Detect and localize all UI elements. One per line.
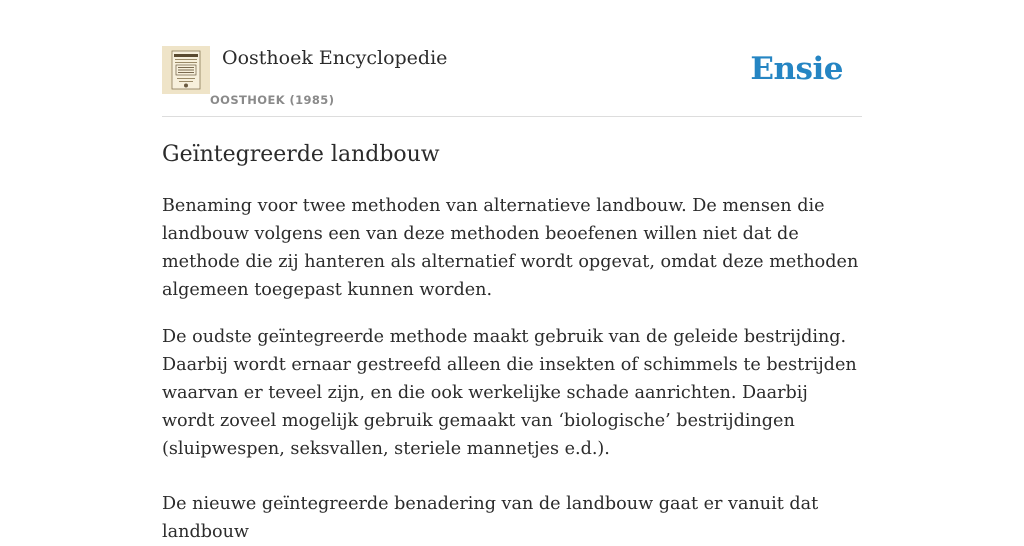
article-title: Geïntegreerde landbouw <box>162 142 440 167</box>
source-subtitle: OOSTHOEK (1985) <box>210 93 335 107</box>
article-paragraph: De nieuwe geïntegreerde benadering van de landbouw gaat er vanuit dat landbouw <box>162 494 819 542</box>
book-cover-icon[interactable] <box>162 46 210 94</box>
article-paragraph: Benaming voor twee methoden van alternatieve landbouw. De mensen die landbouw volgens een van deze methoden beoefenen willen niet dat de methode die zij hanteren als alternatief wordt opgevat, omdat deze methoden algemeen toegepast kunnen worden. <box>162 196 859 300</box>
page <box>162 0 862 542</box>
source-header <box>162 0 862 117</box>
article-paragraph: De oudste geïntegreerde methode maakt gebruik van de geleide bestrijding. Daarbij wordt ernaar gestreefd alleen die insekten of schimmels te bestrijden waarvan er teveel zijn, en die ook werkelijke schade aanrichten. Daarbij wordt zoveel mogelijk gebruik gemaakt van ‘biologische’ bestrijdingen (sluipwespen, seksvallen, steriele mannetjes e.d.). <box>162 327 857 459</box>
brand-logo[interactable]: Ensie <box>750 51 843 87</box>
source-title[interactable]: Oosthoek Encyclopedie <box>222 47 448 69</box>
